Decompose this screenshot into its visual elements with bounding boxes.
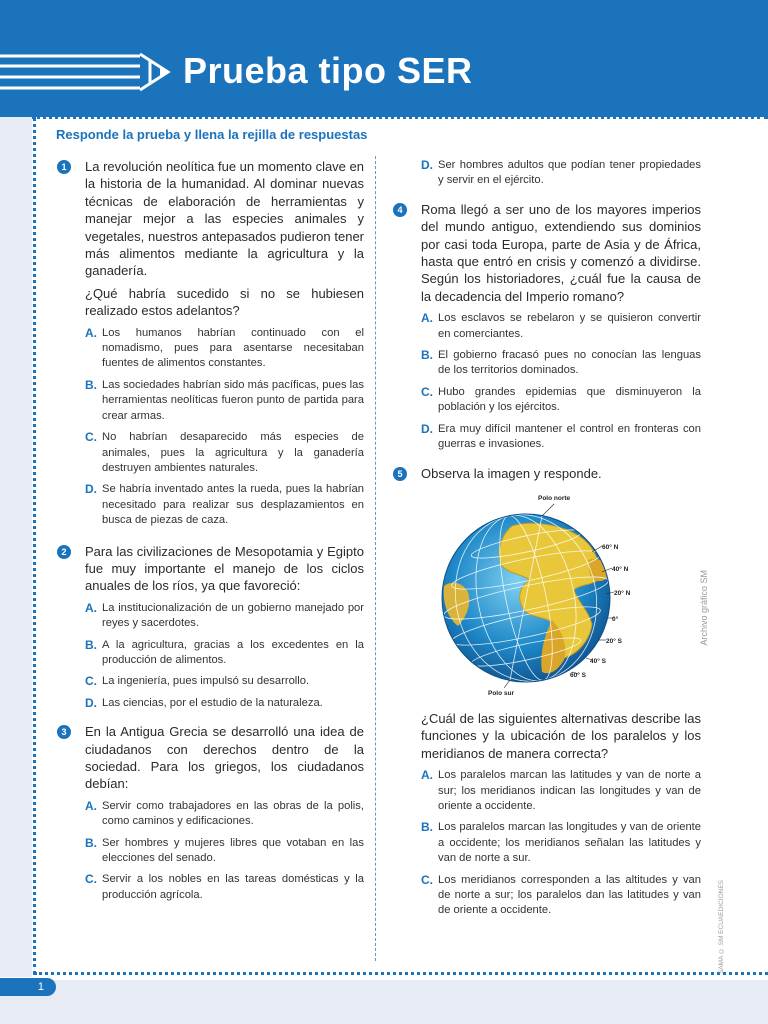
question-1	[56, 158, 364, 529]
question-stem: Para las civilizaciones de Mesopotamia y Egipto fue muy importante el manejo de los ciclos anuales de los ríos, ya que favoreció:	[85, 543, 364, 594]
option-letter: B.	[85, 637, 97, 652]
option-letter: B.	[85, 835, 97, 850]
page-header	[0, 0, 768, 117]
option-c[interactable]	[85, 872, 364, 903]
image-credit: Archivo gráfico SM	[699, 569, 709, 646]
question-3-continued	[392, 158, 701, 189]
question-3	[56, 723, 364, 903]
option-text: Los paralelos marcan las longitudes y van de oriente a occidente; los meridianos señalan las latitudes y van de norte a sur.	[438, 821, 701, 865]
bottom-dotted-border	[34, 972, 768, 975]
option-letter: A.	[85, 600, 97, 615]
option-text: Los meridianos corresponden a las altitudes y van de norte a sur; los paralelos dan las latitudes y van de oriente a occidente.	[438, 873, 701, 917]
page-number: 1	[0, 978, 56, 996]
lat-20n-label: 20° N	[614, 589, 631, 597]
option-text: A la agricultura, gracias a los excedentes en la producción de alimentos.	[102, 638, 364, 666]
option-text: La institucionalización de un gobierno manejado por reyes y sacerdotes.	[102, 601, 364, 630]
question-stem: En la Antigua Grecia se desarrolló una idea de ciudadanos con derechos dentro de la sociedad. Para los griegos, los ciudadanos debían:	[85, 724, 364, 792]
option-text: Los paralelos marcan las latitudes y van de norte a sur; los meridianos indican las longitudes y van de oriente a occidente.	[438, 769, 701, 812]
option-a[interactable]	[85, 601, 364, 632]
option-b[interactable]	[85, 638, 364, 669]
question-stem: La revolución neolítica fue un momento clave en la historia de la humanidad. Al dominar nuevas técnicas de elaboración de herramientas y manejar mejor a las especies animales y vegetales, nuestros antepasados pudieron tener más alimentos mediante la agricultura y la ganadería.	[85, 159, 364, 279]
option-text: Ser hombres adultos que podían tener propiedades y servir en el ejército.	[438, 159, 701, 187]
option-c[interactable]	[421, 385, 701, 416]
option-letter: C.	[421, 872, 433, 887]
globe-figure	[392, 490, 709, 704]
option-letter: D.	[421, 421, 433, 436]
lat-20s-label: 20° S	[606, 637, 622, 645]
question-5-body	[392, 710, 701, 919]
option-text: Era muy difícil mantener el control en fronteras con guerras e invasiones.	[438, 422, 701, 451]
option-text: Los humanos habrían continuado con el nomadismo, pues para asentarse necesitaban fuentes de alimentos constantes.	[102, 326, 364, 370]
option-a[interactable]	[85, 799, 364, 830]
question-prompt: ¿Cuál de las siguientes alternativas describe las funciones y la ubicación de los paralelos y los meridianos de manera correcta?	[421, 710, 701, 761]
option-d[interactable]	[85, 482, 364, 528]
option-letter: C.	[85, 872, 97, 887]
question-number: 2	[57, 545, 71, 559]
right-column	[392, 158, 709, 927]
option-letter: B.	[85, 377, 97, 392]
option-text: El gobierno fracasó pues no conocían las lenguas de los territorios dominados.	[438, 349, 701, 377]
question-stem: Roma llegó a ser uno de los mayores imperios del mundo antiguo, extendiendo sus dominios por casi toda Europa, parte de Asia y de África, hasta que entró en crisis y comenzó a dividirse. Según los historiadores, ¿cuál fue la causa de la decadencia del Imperio romano?	[421, 201, 701, 304]
option-c[interactable]	[85, 674, 364, 689]
question-5	[392, 465, 701, 482]
option-d[interactable]	[421, 422, 701, 453]
option-d[interactable]	[421, 158, 701, 189]
option-letter: C.	[85, 430, 97, 445]
option-b[interactable]	[85, 836, 364, 867]
option-a[interactable]	[421, 768, 701, 814]
option-text: Ser hombres y mujeres libres que votaban en las elecciones del senado.	[102, 836, 364, 865]
option-text: Las ciencias, por el estudio de la naturaleza.	[102, 696, 323, 709]
option-c[interactable]	[421, 873, 701, 919]
left-margin	[0, 117, 32, 977]
option-letter: A.	[85, 325, 97, 340]
page-title: Prueba tipo SER	[183, 50, 473, 91]
option-text: Hubo grandes epidemias que disminuyeron la población y los ejércitos.	[438, 385, 701, 414]
option-letter: D.	[85, 695, 97, 710]
lat-0-label: 0°	[612, 615, 619, 623]
option-letter: B.	[421, 820, 433, 835]
option-text: Servir como trabajadores en las obras de la polis, como caminos y edificaciones.	[102, 799, 364, 828]
bottom-margin	[0, 980, 768, 1024]
instruction-heading: Responde la prueba y llena la rejilla de respuestas	[56, 127, 368, 142]
option-text: Servir a los nobles en las tareas domésticas y la producción agrícola.	[102, 873, 364, 901]
globe-illustration	[392, 490, 701, 704]
option-text: Los esclavos se rebelaron y se quisieron convertir en comerciantes.	[438, 312, 701, 340]
option-letter: A.	[85, 798, 97, 813]
question-number: 1	[57, 160, 71, 174]
question-stem: Observa la imagen y responde.	[421, 465, 602, 481]
question-number: 5	[393, 467, 407, 481]
question-prompt: ¿Qué habría sucedido si no se hubiesen realizado estos adelantos?	[85, 285, 364, 319]
option-letter: D.	[421, 158, 433, 172]
option-b[interactable]	[421, 820, 701, 866]
lat-40s-label: 40° S	[590, 657, 606, 665]
south-pole-label: Polo sur	[488, 689, 515, 697]
option-text: La ingeniería, pues impulsó su desarrollo.	[102, 675, 310, 688]
lat-60n-label: 60° N	[602, 543, 619, 551]
left-column	[56, 158, 364, 911]
pencil-icon	[0, 50, 172, 94]
question-number: 4	[393, 203, 407, 217]
copyright-notice: SAMA © SM ECUAEDICIONES	[718, 880, 725, 975]
option-letter: B.	[421, 348, 433, 363]
option-b[interactable]	[421, 348, 701, 379]
option-a[interactable]	[85, 326, 364, 372]
option-c[interactable]	[85, 430, 364, 476]
option-letter: A.	[421, 768, 433, 783]
option-letter: C.	[85, 674, 97, 689]
north-pole-label: Polo norte	[538, 494, 571, 502]
question-number: 3	[57, 725, 71, 739]
option-text: Las sociedades habrían sido más pacíficas, pues las herramientas neolíticas fueron punto de partida para crear armas.	[102, 378, 364, 422]
lat-60s-label: 60° S	[570, 671, 586, 679]
option-letter: A.	[421, 311, 433, 326]
lat-40n-label: 40° N	[612, 565, 629, 573]
column-divider	[375, 156, 376, 961]
left-dotted-border	[33, 117, 36, 975]
option-b[interactable]	[85, 378, 364, 424]
option-text: No habrían desaparecido más especies de animales, pues la agricultura y la ganadería destruyen ambientes naturales.	[102, 431, 364, 474]
option-letter: C.	[421, 384, 433, 399]
question-4	[392, 201, 701, 453]
header-divider	[0, 114, 768, 119]
option-d[interactable]	[85, 696, 364, 711]
option-a[interactable]	[421, 311, 701, 342]
option-text: Se habría inventado antes la rueda, pues la habrían necesitado para realizar sus desplazamientos en busca de piezas de caza.	[102, 483, 364, 527]
option-letter: D.	[85, 482, 97, 497]
question-2	[56, 543, 364, 712]
